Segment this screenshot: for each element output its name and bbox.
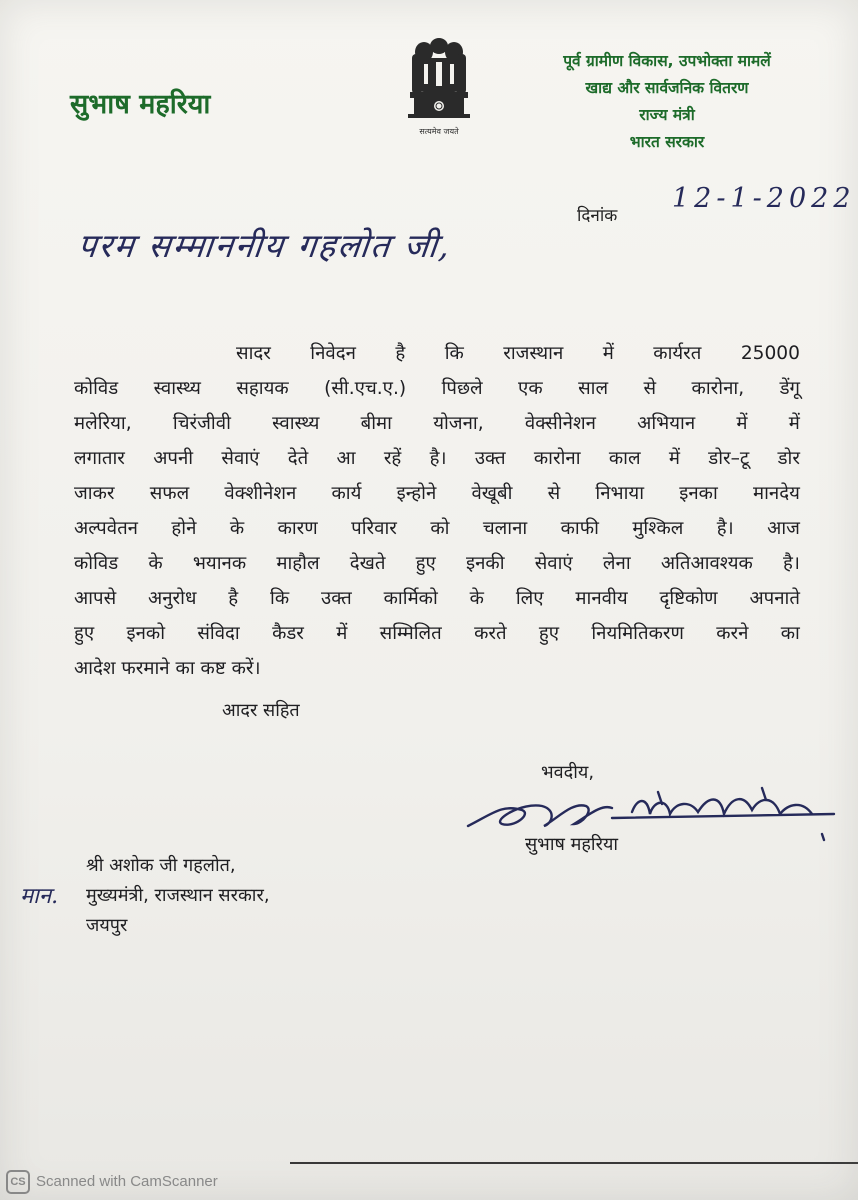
body-word: अनुरोध <box>148 588 197 609</box>
signatory-name: सुभाष महरिया <box>525 834 619 855</box>
body-word: उक्त <box>321 588 352 609</box>
body-word: के <box>229 518 245 539</box>
body-word: निवेदन <box>310 343 356 364</box>
letter-body <box>74 336 800 686</box>
body-word: करते <box>474 623 507 644</box>
body-word: वेखूबी <box>471 483 513 504</box>
body-word: वेक्शीनेशन <box>224 483 297 504</box>
body-word: देखते <box>349 553 386 574</box>
body-word: (सी.एच.ए.) <box>324 378 407 399</box>
body-word: रहें <box>383 448 402 469</box>
body-word: सफल <box>149 483 190 504</box>
body-word: कोविड <box>74 553 119 574</box>
body-word: मलेरिया, <box>74 413 132 434</box>
body-word: है <box>228 588 239 609</box>
body-word: अभियान <box>637 413 696 434</box>
body-word: कार्मिको <box>383 588 438 609</box>
body-word: 25000 <box>740 343 800 364</box>
date-label: दिनांक <box>577 206 618 226</box>
designation-line: खाद्य और सार्वजनिक वितरण <box>585 79 749 97</box>
body-word: है। <box>429 448 447 469</box>
body-word: में <box>602 343 614 364</box>
body-word: डोर–टू <box>708 448 750 469</box>
body-word: कारोना <box>533 448 581 469</box>
body-word: डोर <box>777 448 800 469</box>
body-word: देते <box>287 448 309 469</box>
designation-line: भारत सरकार <box>629 133 705 151</box>
body-word: स्वास्थ्य <box>272 413 320 434</box>
body-word: इनकी <box>465 553 505 574</box>
body-word: साल <box>578 378 609 399</box>
body-word: उक्त <box>474 448 506 469</box>
designation-line: पूर्व ग्रामीण विकास, उपभोक्ता मामलें <box>563 52 771 70</box>
body-word: से <box>547 483 561 504</box>
body-line <box>74 406 800 441</box>
body-word: सेवाएं <box>534 553 573 574</box>
body-word: स्वास्थ्य <box>153 378 201 399</box>
body-word: चिरंजीवी <box>172 413 231 434</box>
body-line <box>74 511 800 546</box>
body-word: अपनाते <box>749 588 800 609</box>
body-word: अपनी <box>153 448 194 469</box>
body-word: लेना <box>602 553 631 574</box>
body-line <box>74 336 800 371</box>
body-word: मुश्किल <box>632 518 684 539</box>
body-word: जाकर <box>74 483 115 504</box>
body-word: में <box>788 413 800 434</box>
body-word: डेंगू <box>779 378 800 399</box>
bottom-rule <box>290 1162 858 1164</box>
body-word: इनको <box>126 623 166 644</box>
recipient-line: मुख्यमंत्री, राजस्थान सरकार, <box>86 885 270 906</box>
scanner-footer <box>0 1168 858 1200</box>
body-line: आदेश फरमाने का कष्ट करें। <box>74 658 261 679</box>
body-word: लिए <box>515 588 544 609</box>
body-word: का <box>780 623 800 644</box>
salutation-handwritten: परम सम्माननीय गहलोत जी, <box>75 226 454 265</box>
body-word: कैडर <box>272 623 304 644</box>
body-word: कोविड <box>74 378 119 399</box>
body-word: मानवीय <box>575 588 628 609</box>
body-word: माहौल <box>276 553 320 574</box>
body-line <box>74 476 800 511</box>
body-word: है। <box>782 553 800 574</box>
sender-name: सुभाष महरिया <box>70 89 211 120</box>
body-word: कार्य <box>331 483 362 504</box>
camscanner-logo-icon: CS <box>6 1170 30 1194</box>
body-word: हुए <box>538 623 560 644</box>
body-line <box>74 441 800 476</box>
body-word: नियमितिकरण <box>591 623 684 644</box>
body-word: है <box>395 343 406 364</box>
body-word: के <box>469 588 484 609</box>
body-line <box>74 581 800 616</box>
body-word: चलाना <box>482 518 528 539</box>
body-word: सेवाएं <box>221 448 260 469</box>
body-word: हुए <box>74 623 95 644</box>
body-word: होने <box>171 518 197 539</box>
body-word: सम्मिलित <box>379 623 442 644</box>
recipient-address <box>86 851 270 941</box>
body-line <box>74 371 800 406</box>
designation-line: राज्य मंत्री <box>639 106 695 124</box>
body-word: कारोना, <box>691 378 745 399</box>
body-word: आज <box>767 518 800 539</box>
handwritten-prefix: मान. <box>20 884 59 909</box>
body-line <box>74 616 800 651</box>
body-word: के <box>148 553 163 574</box>
body-word: से <box>643 378 657 399</box>
sender-designation <box>512 48 822 156</box>
body-word: काफी <box>560 518 599 539</box>
body-word: में <box>336 623 348 644</box>
date-value-handwritten: 12-1-2022 <box>672 183 856 214</box>
body-word: परिवार <box>351 518 397 539</box>
recipient-line: श्री अशोक जी गहलोत, <box>86 855 236 876</box>
body-word: है। <box>716 518 734 539</box>
body-word: कारण <box>277 518 318 539</box>
sign-off-yours: भवदीय, <box>541 762 595 783</box>
body-word: में <box>668 448 680 469</box>
body-word: लगातार <box>74 448 125 469</box>
body-word: काल <box>608 448 641 469</box>
body-word: आ <box>336 448 356 469</box>
body-word: इन्होने <box>396 483 437 504</box>
recipient-line: जयपुर <box>86 915 128 936</box>
emblem-motto: सत्यमेव जयते <box>419 127 459 136</box>
body-word: योजना, <box>433 413 484 434</box>
body-word: आपसे <box>74 588 117 609</box>
body-word: निभाया <box>595 483 645 504</box>
body-word: मानदेय <box>752 483 800 504</box>
body-word: एक <box>518 378 543 399</box>
body-word: वेक्सीनेशन <box>524 413 596 434</box>
body-line <box>74 546 800 581</box>
body-word: बीमा <box>360 413 392 434</box>
body-word: को <box>430 518 450 539</box>
body-word: सादर <box>236 343 271 364</box>
body-word: राजस्थान <box>503 343 564 364</box>
scanner-watermark: Scanned with CamScanner <box>36 1173 218 1190</box>
body-word: कि <box>270 588 290 609</box>
body-word: भयानक <box>192 553 247 574</box>
body-word: कार्यरत <box>653 343 702 364</box>
body-word: हुए <box>415 553 436 574</box>
closing-phrase: आदर सहित <box>222 700 300 721</box>
body-word: संविदा <box>197 623 240 644</box>
body-word: करने <box>716 623 749 644</box>
body-word: अल्पवेतन <box>74 518 138 539</box>
body-word: अतिआवश्यक <box>660 553 753 574</box>
handwritten-signature <box>462 784 842 854</box>
body-word: इनका <box>679 483 718 504</box>
body-word: पिछले <box>441 378 483 399</box>
body-word: दृष्टिकोण <box>659 588 718 609</box>
body-word: में <box>736 413 748 434</box>
body-word: कि <box>444 343 464 364</box>
body-word: सहायक <box>236 378 289 399</box>
